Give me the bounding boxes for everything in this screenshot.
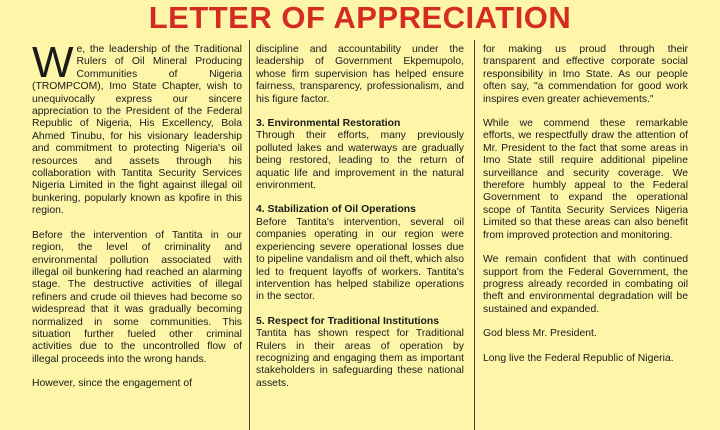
- paragraph: discipline and accountability under the leadership of Government Ekpemupolo, whose firm supervision has helped ensure fairness, transparency, professionalism, and his figure factor.: [256, 44, 464, 105]
- column-3: [483, 44, 688, 430]
- paragraph: However, since the engagement of: [32, 378, 192, 390]
- paragraph: [32, 44, 242, 218]
- drop-cap: W: [32, 44, 74, 87]
- paragraph: Through their efforts, many previously polluted lakes and waterways are gradually being restored, leading to the return of aquatic life and improvement in the natural environment.: [256, 130, 464, 192]
- paragraph: Tantita has shown respect for Traditional Rulers in their areas of operation by recognizing and engaging them as important stakeholders in safeguarding these national assets.: [256, 328, 464, 389]
- paragraph: Before the intervention of Tantita in our region, the level of criminality and environmental pollution associated with illegal oil bunkering had reached an alarming stage. The destructive activities of illegal refiners and crude oil thieves had become so widespread that it was gradually becoming normalized in some communities. This situation further fueled other criminal activities due to the uncontrolled flow of illegal proceeds into the wrong hands.: [32, 229, 242, 365]
- paragraph: Before Tantita's intervention, several oil companies operating in our region were experiencing severe operational losses due to pipeline vandalism and oil theft, which also led to frequent layoffs of workers. Tantita's intervention has helped stabilize operations in the sector.: [256, 216, 464, 303]
- section-heading: 5. Respect for Traditional Institutions: [256, 315, 440, 327]
- paragraph: for making us proud through their transparent and effective corporate social responsibility in Imo State. As our people often say, "a commendation for good work inspires even greater achievements.": [483, 44, 688, 105]
- section-heading: 3. Environmental Restoration: [256, 118, 401, 130]
- paragraph: We remain confident that with continued support from the Federal Government, the progress already recorded in combating oil theft and environmental degradation will be sustained and expanded.: [483, 254, 688, 315]
- column-2: [256, 44, 464, 430]
- column-1: [32, 44, 242, 430]
- paragraph: While we commend these remarkable efforts, we respectfully draw the attention of Mr. President to the fact that some areas in Imo State still require additional pipeline surveillance and security coverage. We therefore humbly appeal to the Federal Government to expand the operational scope of Tantita Security Services Nigeria Limited so that these areas can also benefit from improved protection and monitoring.: [483, 118, 688, 241]
- paragraph-text: e, the leadership of the Traditional Rulers of Oil Mineral Producing Communities of Nigeria (TROMPCOM), Imo State Chapter, wish to unequivocally express our sincere appreciation to the President of the Federal Republic of Nigeria, His Excellency, Bola Ahmed Tinubu, for his visionary leadership and commitment to protecting Nigeria's oil resources and assets through his collaboration with Tantita Security Services Nigeria Limited in the fight against illegal oil bunkering, popularly known as kpofire in this region.: [32, 44, 242, 217]
- column-divider: [474, 40, 475, 430]
- paragraph: God bless Mr. President.: [483, 328, 597, 340]
- paragraph: Long live the Federal Republic of Nigeria.: [483, 352, 674, 364]
- letter-title: LETTER OF APPRECIATION: [148, 0, 572, 35]
- section-heading: 4. Stabilization of Oil Operations: [256, 204, 416, 216]
- column-divider: [249, 40, 250, 430]
